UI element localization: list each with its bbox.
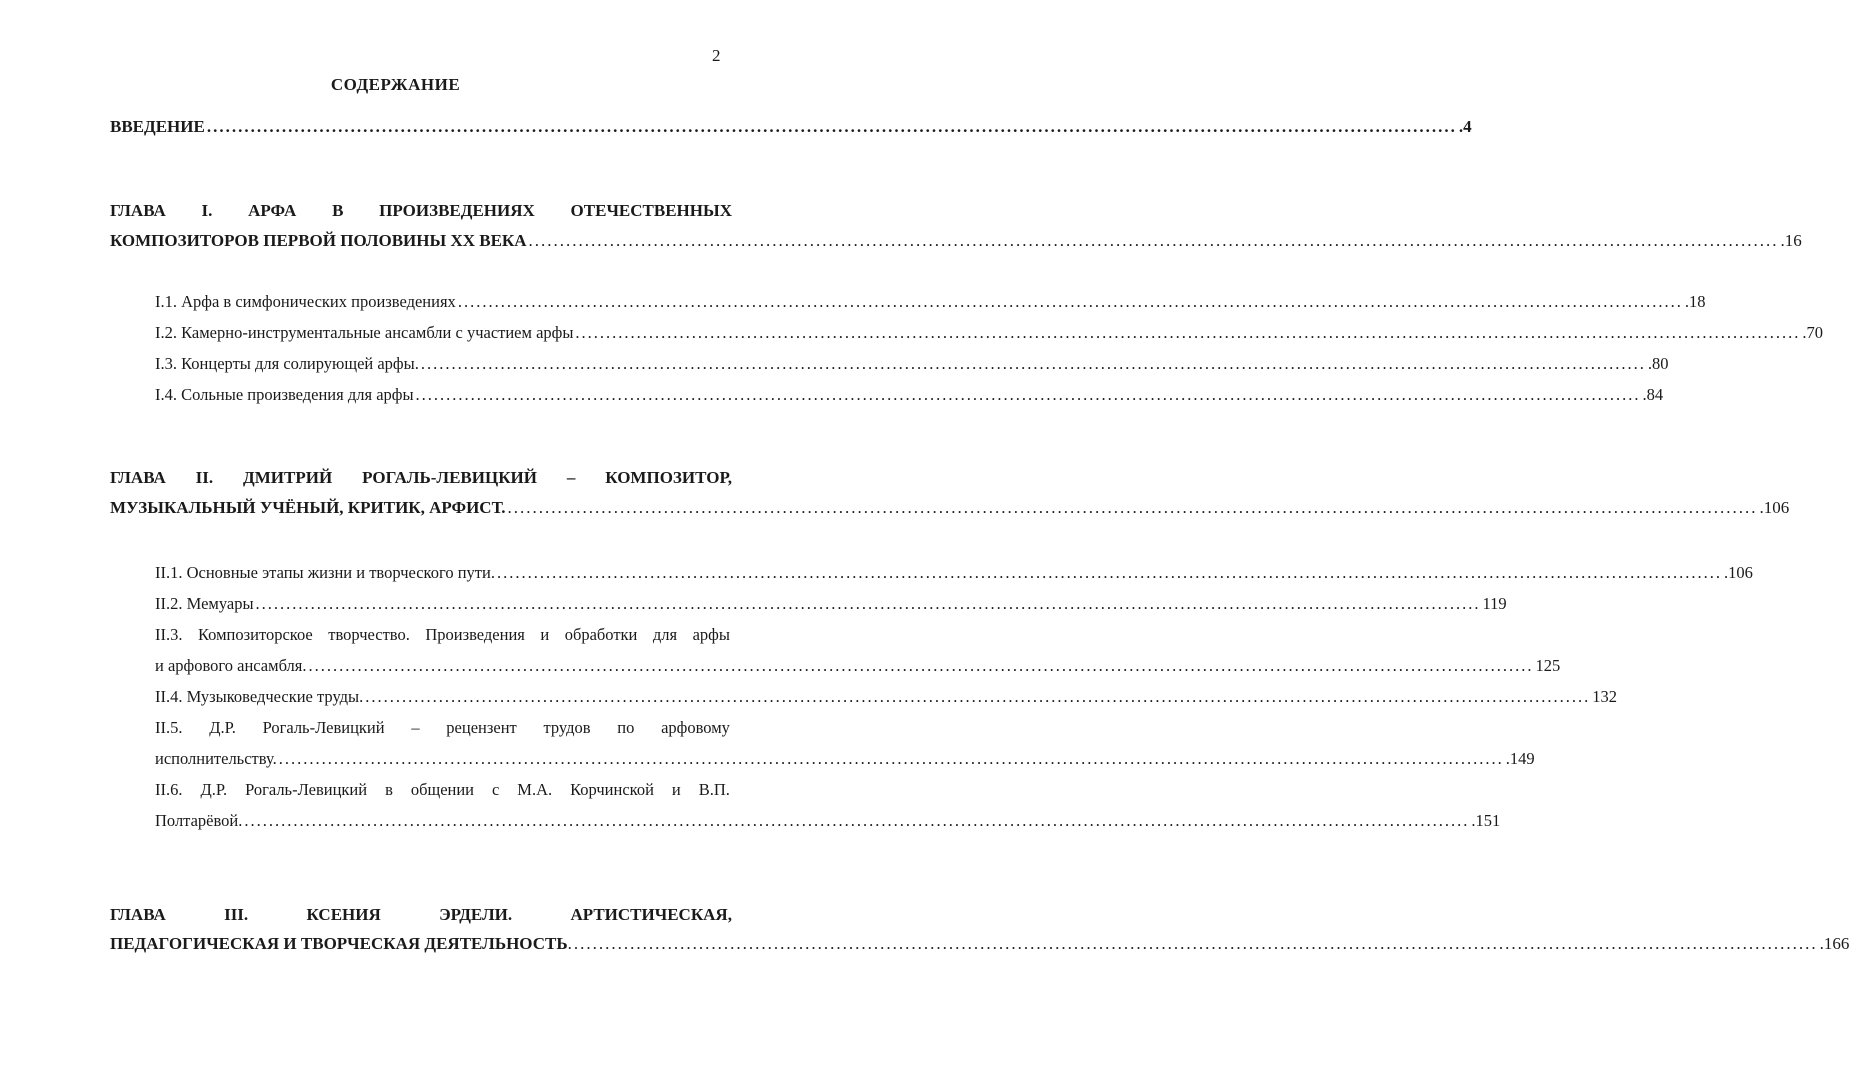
word: АРФА [248, 201, 297, 220]
toc-entry-1-2[interactable] [155, 323, 1824, 343]
toc-label: II.2. Мемуары [155, 594, 254, 613]
word: ГЛАВА [110, 201, 166, 220]
word: с [491, 780, 500, 799]
dot-leader: ........................................................................................................................................................................................................ [206, 117, 1457, 136]
word: общении [410, 780, 475, 799]
toc-page: 132 [1592, 687, 1618, 706]
word: I. [201, 201, 213, 220]
word: трудов [543, 718, 591, 737]
dot-leader: ........................................................................................................................................................................................................ [528, 231, 1779, 250]
word: ЭРДЕЛИ. [439, 905, 513, 924]
toc-entry-2-3[interactable] [155, 656, 1561, 676]
dot-leader: ........................................................................................................................................................................................................ [308, 656, 1534, 675]
toc-entry-2-4[interactable] [155, 687, 1618, 707]
toc-page: .149 [1505, 749, 1535, 768]
chapter2-heading-line1[interactable] [110, 468, 732, 488]
toc-page: .106 [1723, 563, 1753, 582]
dot-leader: ........................................................................................................................................................................................................ [278, 749, 1504, 768]
page-title: СОДЕРЖАНИЕ [330, 75, 461, 94]
word: для [652, 625, 678, 644]
toc-entry-2-5-line1[interactable] [155, 718, 730, 738]
word: ГЛАВА [110, 905, 166, 924]
word: арфовому [661, 718, 730, 737]
toc-entry-2-3-line1[interactable] [155, 625, 730, 645]
toc-page: 119 [1482, 594, 1507, 613]
toc-label: ВВЕДЕНИЕ [110, 117, 205, 136]
dot-leader: ........................................................................................................................................................................................................ [255, 594, 1481, 613]
toc-label: I.1. Арфа в симфонических произведениях [155, 292, 456, 311]
toc-entry-2-6[interactable] [155, 811, 1501, 831]
toc-entry-intro[interactable] [110, 117, 1472, 137]
word: КОМПОЗИТОР, [605, 468, 732, 487]
toc-page: .4 [1458, 117, 1472, 136]
toc-page: .18 [1684, 292, 1706, 311]
toc-label: I.4. Сольные произведения для арфы [155, 385, 414, 404]
word: Рогаль-Левицкий [262, 718, 385, 737]
word: – [566, 468, 576, 487]
word: III. [224, 905, 249, 924]
word: рецензент [446, 718, 517, 737]
word: II.6. [155, 780, 183, 799]
word: арфы [692, 625, 730, 644]
word: в [385, 780, 393, 799]
word: II. [195, 468, 214, 487]
toc-page: .106 [1759, 498, 1790, 517]
word: II.3. [155, 625, 183, 644]
word: РОГАЛЬ-ЛЕВИЦКИЙ [362, 468, 537, 487]
page-number: 2 [712, 46, 721, 65]
dot-leader: ........................................................................................................................................................................................................ [567, 934, 1818, 953]
toc-page: .80 [1647, 354, 1669, 373]
word: В.П. [698, 780, 730, 799]
toc-entry-1-1[interactable] [155, 292, 1706, 312]
toc-page: .70 [1802, 323, 1824, 342]
word: ПРОИЗВЕДЕНИЯХ [379, 201, 535, 220]
toc-entry-1-4[interactable] [155, 385, 1664, 405]
toc-label: I.3. Концерты для солирующей арфы. [155, 354, 419, 373]
word: по [617, 718, 635, 737]
toc-label: Полтарёвой. [155, 811, 243, 830]
toc-page: .166 [1819, 934, 1849, 953]
chapter1-heading-line2[interactable] [110, 231, 1802, 251]
chapter2-heading-line2[interactable] [110, 498, 1790, 518]
word: и [540, 625, 550, 644]
dot-leader: ........................................................................................................................................................................................................ [365, 687, 1591, 706]
toc-entry-2-6-line1[interactable] [155, 780, 730, 800]
word: – [411, 718, 420, 737]
dot-leader: ........................................................................................................................................................................................................ [420, 354, 1646, 373]
toc-page: .151 [1471, 811, 1501, 830]
word: Композиторское [197, 625, 313, 644]
word: Д.Р. [209, 718, 236, 737]
word: обработки [564, 625, 638, 644]
dot-leader: ........................................................................................................................................................................................................ [507, 498, 1758, 517]
word: Корчинской [570, 780, 654, 799]
word: II.5. [155, 718, 183, 737]
word: и [671, 780, 681, 799]
dot-leader: ........................................................................................................................................................................................................ [457, 292, 1683, 311]
toc-label: II.4. Музыковедческие труды. [155, 687, 364, 706]
word: Д.Р. [200, 780, 228, 799]
toc-entry-2-1[interactable] [155, 563, 1753, 583]
toc-entry-1-3[interactable] [155, 354, 1669, 374]
toc-label: и арфового ансамбля. [155, 656, 307, 675]
toc-entry-2-2[interactable] [155, 594, 1507, 614]
word: творчество. [328, 625, 410, 644]
toc-label: исполнительству. [155, 749, 277, 768]
word: В [332, 201, 344, 220]
toc-page: .16 [1780, 231, 1802, 250]
chapter1-heading-line1[interactable] [110, 201, 732, 221]
word: АРТИСТИЧЕСКАЯ, [570, 905, 732, 924]
toc-page: 125 [1535, 656, 1561, 675]
dot-leader: ........................................................................................................................................................................................................ [496, 563, 1722, 582]
toc-label: КОМПОЗИТОРОВ ПЕРВОЙ ПОЛОВИНЫ XX ВЕКА [110, 231, 527, 250]
word: ГЛАВА [110, 468, 166, 487]
toc-label: II.1. Основные этапы жизни и творческого пути. [155, 563, 495, 582]
dot-leader: ........................................................................................................................................................................................................ [575, 323, 1801, 342]
toc-label: МУЗЫКАЛЬНЫЙ УЧЁНЫЙ, КРИТИК, АРФИСТ. [110, 498, 506, 517]
word: ДМИТРИЙ [243, 468, 333, 487]
word: Рогаль-Левицкий [245, 780, 368, 799]
word: КСЕНИЯ [306, 905, 381, 924]
chapter3-heading-line1[interactable] [110, 905, 732, 925]
toc-entry-2-5[interactable] [155, 749, 1535, 769]
word: ОТЕЧЕСТВЕННЫХ [570, 201, 732, 220]
toc-label: ПЕДАГОГИЧЕСКАЯ И ТВОРЧЕСКАЯ ДЕЯТЕЛЬНОСТЬ [110, 934, 568, 953]
toc-label: I.2. Камерно-инструментальные ансамбли с участием арфы [155, 323, 574, 342]
chapter3-heading-line2[interactable] [110, 934, 1849, 954]
word: М.А. [517, 780, 553, 799]
toc-page: .84 [1642, 385, 1664, 404]
dot-leader: ........................................................................................................................................................................................................ [244, 811, 1470, 830]
word: Произведения [425, 625, 525, 644]
dot-leader: ........................................................................................................................................................................................................ [415, 385, 1641, 404]
